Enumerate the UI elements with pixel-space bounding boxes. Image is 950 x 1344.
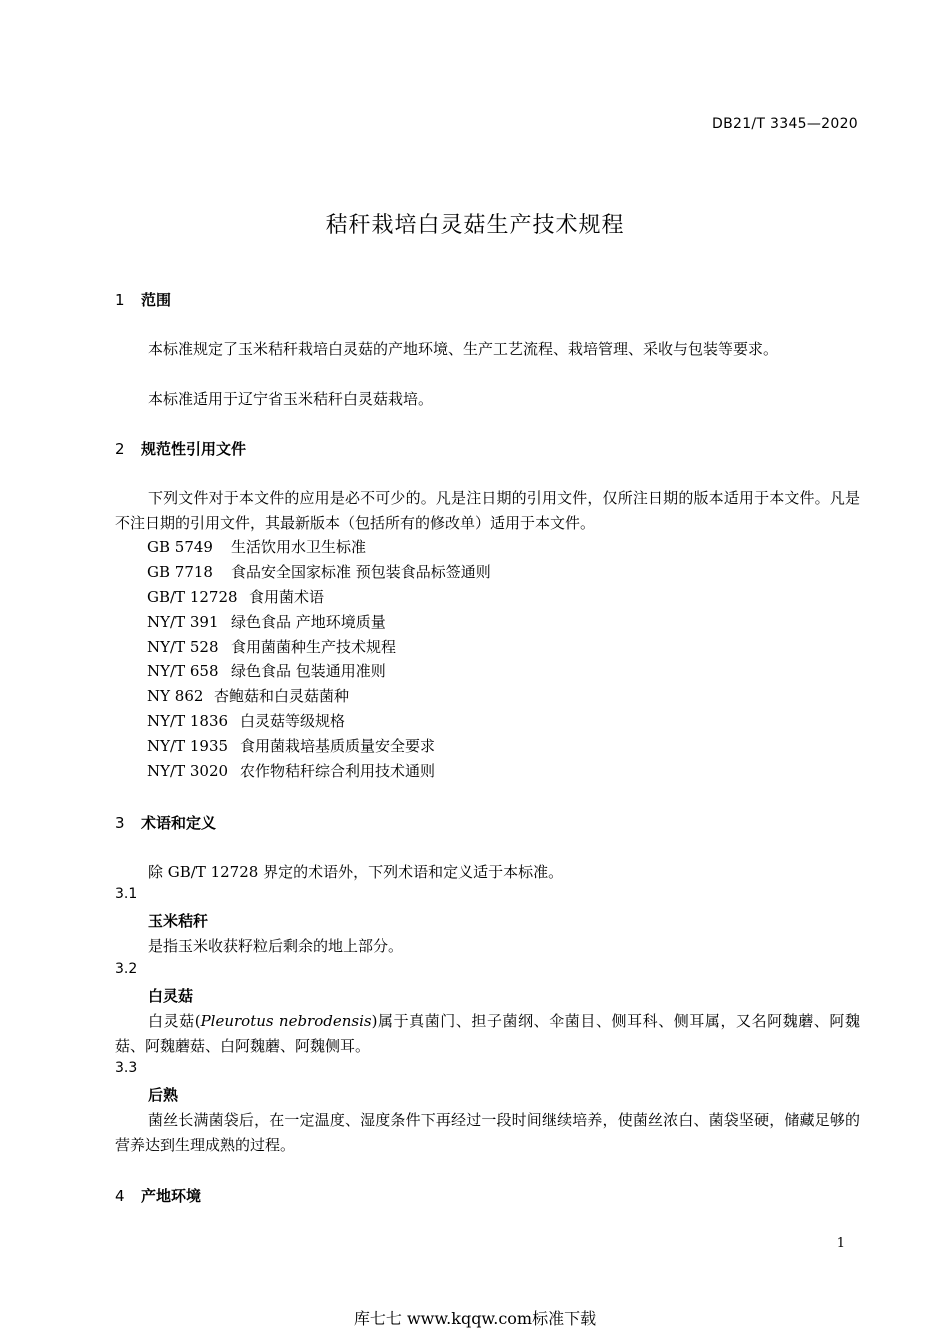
- term-definition: 是指玉米收获籽粒后剩余的地上部分。: [148, 937, 404, 955]
- section-number: 4: [115, 1187, 125, 1205]
- reference-name: 食用菌栽培基质质量安全要求: [240, 737, 436, 756]
- reference-name: 杏鲍菇和白灵菇菌种: [214, 687, 350, 706]
- reference-code: GB 7718: [147, 562, 213, 581]
- reference-item: [147, 535, 491, 560]
- term-name: 后熟: [148, 1086, 179, 1104]
- reference-name: 食用菌术语: [249, 587, 325, 606]
- section-number: 3: [115, 814, 125, 832]
- section-number: 1: [115, 291, 125, 309]
- reference-item: [147, 709, 491, 734]
- section-3-intro: 除 GB/T 12728 界定的术语外，下列术语和定义适于本标准。: [148, 863, 564, 881]
- section-3-heading: [115, 812, 216, 833]
- term-number: 3.1: [115, 886, 138, 902]
- term-name: 玉米秸秆: [148, 912, 209, 930]
- reference-name: 食用菌菌种生产技术规程: [231, 637, 397, 656]
- reference-code: NY/T 3020: [147, 762, 229, 781]
- latin-name: Pleurotus nebrodensis: [200, 1012, 372, 1030]
- section-1-paragraph-2: 本标准适用于辽宁省玉米秸秆白灵菇栽培。: [148, 390, 434, 408]
- reference-item: [147, 635, 491, 660]
- footer-source-text: 库七七 www.kqqw.com标准下载: [353, 1309, 597, 1328]
- section-2-intro: 下列文件对于本文件的应用是必不可少的。凡是注日期的引用文件，仅所注日期的版本适用于本文件。凡是不注日期的引用文件，其最新版本（包括所有的修改单）适用于本文件。: [115, 489, 860, 532]
- reference-name: 农作物秸秆综合利用技术通则: [240, 762, 436, 781]
- reference-item: [147, 659, 491, 684]
- normative-references-list: [147, 535, 491, 784]
- standard-code: DB21/T 3345—2020: [712, 116, 858, 132]
- section-1-paragraph-1: 本标准规定了玉米秸秆栽培白灵菇的产地环境、生产工艺流程、栽培管理、采收与包装等要求。: [148, 340, 779, 358]
- section-4-heading: [115, 1185, 201, 1206]
- reference-item: [147, 560, 491, 585]
- section-number: 2: [115, 440, 125, 458]
- reference-name: 白灵菇等级规格: [240, 712, 346, 731]
- section-2-heading: [115, 438, 246, 459]
- term-definition: [115, 1009, 860, 1058]
- reference-name: 食品安全国家标准 预包装食品标签通则: [231, 562, 491, 581]
- section-1-heading: [115, 289, 171, 310]
- reference-code: NY/T 1836: [147, 712, 229, 731]
- section-title: 术语和定义: [141, 814, 217, 832]
- section-title: 规范性引用文件: [141, 440, 247, 458]
- reference-item: [147, 610, 491, 635]
- definition-prefix: 白灵菇(: [148, 1012, 201, 1030]
- page-number: 1: [836, 1236, 845, 1251]
- reference-code: NY/T 528: [147, 637, 219, 656]
- reference-item: [147, 759, 491, 784]
- reference-name: 绿色食品 包装通用准则: [231, 662, 386, 681]
- section-title: 产地环境: [141, 1187, 202, 1205]
- document-title: 秸秆栽培白灵菇生产技术规程: [325, 213, 625, 238]
- reference-item: [147, 734, 491, 759]
- reference-code: NY/T 391: [147, 612, 219, 631]
- definition-text: )属于真菌门、担子菌纲、伞菌目、侧耳科、侧耳属，又名阿魏蘑、阿魏菇、阿魏蘑菇、白阿魏蘑、阿魏侧耳。: [115, 1012, 860, 1055]
- reference-name: 绿色食品 产地环境质量: [231, 612, 386, 631]
- reference-code: NY/T 1935: [147, 737, 229, 756]
- term-number: 3.2: [115, 961, 138, 977]
- reference-code: GB/T 12728: [147, 587, 238, 606]
- reference-code: NY 862: [147, 687, 204, 706]
- reference-name: 生活饮用水卫生标准: [231, 538, 367, 556]
- reference-item: [147, 585, 491, 610]
- reference-item: [147, 684, 491, 709]
- reference-code: GB 5749: [147, 538, 213, 556]
- section-title: 范围: [141, 291, 172, 309]
- term-number: 3.3: [115, 1060, 138, 1076]
- term-name: 白灵菇: [148, 987, 194, 1005]
- term-definition: 菌丝长满菌袋后，在一定温度、湿度条件下再经过一段时间继续培养，使菌丝浓白、菌袋坚硬，储藏足够的营养达到生理成熟的过程。: [115, 1111, 860, 1154]
- reference-code: NY/T 658: [147, 662, 219, 681]
